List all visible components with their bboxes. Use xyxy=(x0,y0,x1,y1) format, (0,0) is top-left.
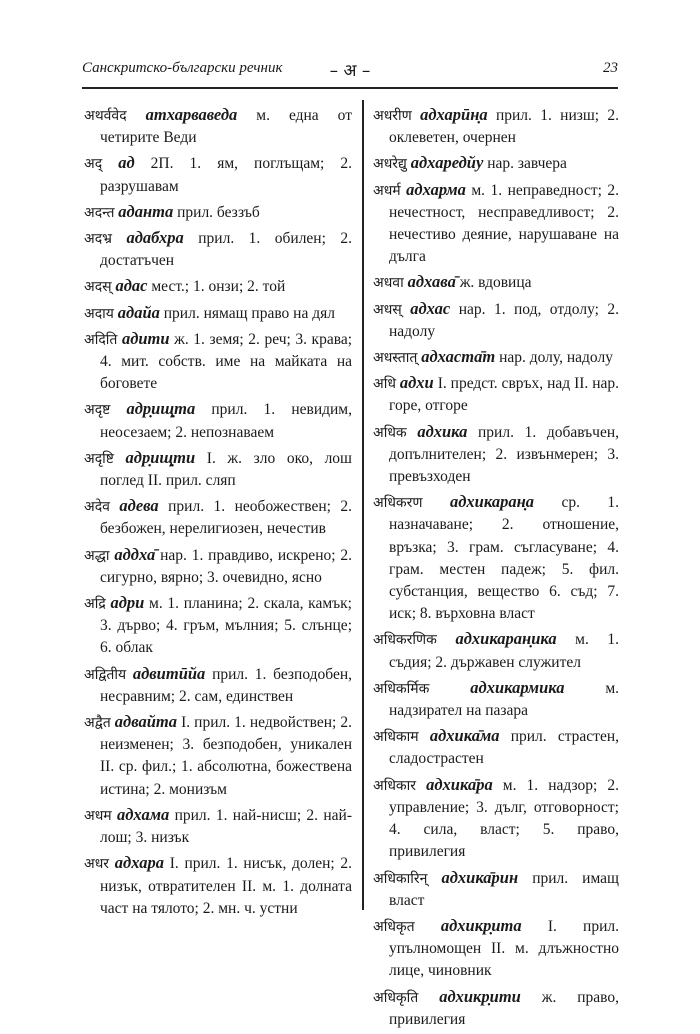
dictionary-entry xyxy=(84,447,352,492)
definition: 2П. 1. ям, поглъщам; 2. разрушавам xyxy=(100,155,353,195)
dictionary-entry xyxy=(373,628,619,673)
running-title: Санскритско-български речник xyxy=(82,60,283,76)
definition: прил. 1. безподобен, несравним; 2. сам, единствен xyxy=(100,665,353,705)
headword-devanagari: अधरीण xyxy=(373,108,412,124)
column-divider xyxy=(362,100,364,910)
headword-devanagari: अदस् xyxy=(84,279,112,296)
dictionary-entry xyxy=(373,491,619,625)
dictionary-entry xyxy=(84,152,352,197)
headword-devanagari: अद्वैत xyxy=(84,715,111,732)
dictionary-entry xyxy=(373,915,619,983)
dictionary-entry xyxy=(84,227,352,272)
definition: м. надзирател на пазара xyxy=(389,679,619,720)
transliteration: адас xyxy=(115,276,148,296)
transliteration: адр̣ищ̣ти xyxy=(125,447,196,467)
definition: ср. 1. назначаване; 2. отношение, връзка; 3. грам. съгласуване; 4. грам. местен падеж; 5. фил. субстанция, вещество 6. съд; 7. иск; 8. върховна власт xyxy=(389,494,620,623)
headword-devanagari: अथर्ववेद xyxy=(84,108,127,124)
definition: прил. беззъб xyxy=(177,203,260,221)
headword-devanagari: अधस् xyxy=(373,301,402,318)
definition: I. прил. 1. недвойствен; 2. неизменен; 3. безподобен, уникален II. ср. фил.; 1. абсолютна, божествена истина; 2. монизъм xyxy=(100,714,353,798)
transliteration: адхара xyxy=(114,853,164,873)
transliteration: аддха̄ xyxy=(114,544,156,564)
transliteration: адхикармика xyxy=(470,677,565,697)
transliteration: адхама xyxy=(117,804,170,824)
transliteration: адхарма xyxy=(406,179,466,199)
headword-devanagari: अधरेद्यु xyxy=(373,156,407,173)
dictionary-entry xyxy=(373,986,619,1031)
definition: I. прил. 1. нисък, долен; 2. низък, отвратителен II. м. 1. долната част на тялото; 2. мн. ч. устни xyxy=(100,855,353,917)
dictionary-entry xyxy=(84,663,352,708)
headword-devanagari: अधस्तात् xyxy=(373,350,418,367)
dictionary-entry xyxy=(84,328,352,396)
definition: прил. 1. обилен; 2. достатъчен xyxy=(100,230,352,270)
definition: м. 1. съдия; 2. държавен служител xyxy=(389,631,620,671)
section-letter: – अ – xyxy=(329,61,371,81)
transliteration: адхикаран̣а xyxy=(450,492,534,512)
dictionary-entry xyxy=(84,398,352,443)
dictionary-entry xyxy=(84,104,352,149)
dictionary-entry xyxy=(84,275,352,298)
transliteration: адхика̄ра xyxy=(426,774,493,794)
headword-devanagari: अदभ्र xyxy=(84,231,112,248)
definition: прил. 1. низш; 2. оклеветен, очернен xyxy=(389,107,620,147)
headword-devanagari: अधिक xyxy=(373,424,407,441)
dictionary-entry xyxy=(84,544,352,589)
dictionary-entry xyxy=(373,271,619,294)
definition: нар. завчера xyxy=(487,155,567,173)
transliteration: адхи xyxy=(399,373,434,393)
headword-devanagari: अधिकृत xyxy=(373,918,415,935)
definition: I. предст. свръх, над II. нар. горе, отгоре xyxy=(389,375,620,415)
transliteration: адхика xyxy=(417,421,468,441)
headword-devanagari: अदृष्टि xyxy=(84,450,114,467)
headword-devanagari: अधम xyxy=(84,807,112,824)
definition: нар. 1. под, отдолу; 2. надолу xyxy=(389,300,619,340)
transliteration: адхикр̣ита xyxy=(440,915,522,935)
page-header xyxy=(82,58,618,84)
headword-devanagari: अधिकार xyxy=(373,777,417,794)
dictionary-entry xyxy=(373,372,619,417)
headword-devanagari: अधिकरण xyxy=(373,495,423,512)
dictionary-entry xyxy=(373,867,619,912)
transliteration: адхика̄ма xyxy=(429,726,500,746)
dictionary-entry xyxy=(373,677,619,722)
dictionary-entry xyxy=(84,592,352,660)
definition: ж. право, привилегия xyxy=(389,988,619,1028)
headword-devanagari: अधवा xyxy=(373,275,404,292)
transliteration: адри xyxy=(110,593,145,613)
transliteration: адр̣ищ̣та xyxy=(126,399,196,419)
headword-devanagari: अधि xyxy=(373,376,396,393)
headword-devanagari: अद्वितीय xyxy=(84,666,127,683)
definition: прил. нямащ право на дял xyxy=(163,304,335,322)
headword-devanagari: अधिकरणिक xyxy=(373,632,437,649)
dictionary-entry xyxy=(373,774,619,864)
transliteration: адева xyxy=(119,496,159,516)
headword-devanagari: अधर्म xyxy=(373,182,401,199)
transliteration: адайа xyxy=(117,302,160,322)
dictionary-entry xyxy=(373,152,619,175)
definition: ж. вдовица xyxy=(459,274,532,292)
transliteration: атхарваведа xyxy=(145,105,238,124)
definition: мест.; 1. онзи; 2. той xyxy=(151,278,286,296)
transliteration: адхикр̣ити xyxy=(439,986,521,1006)
headword-devanagari: अदाय xyxy=(84,305,114,322)
headword-devanagari: अधिकारिन् xyxy=(373,870,428,887)
definition: м. 1. надзор; 2. управление; 3. дълг, отговорност; 4. сила, власт; 5. право, привилегия xyxy=(389,776,620,861)
headword-devanagari: अद् xyxy=(84,156,103,173)
headword-devanagari: अदन्त xyxy=(84,204,115,221)
transliteration: адхарӣн̣а xyxy=(420,105,488,124)
headword-devanagari: अदेव xyxy=(84,499,110,516)
headword-devanagari: अधर xyxy=(84,856,110,873)
dictionary-entry xyxy=(84,711,352,801)
headword-devanagari: अदृष्ट xyxy=(84,402,111,419)
transliteration: ад xyxy=(118,153,135,173)
dictionary-entry xyxy=(84,201,352,224)
transliteration: адхика̄рин xyxy=(441,867,519,887)
transliteration: аданта xyxy=(118,201,174,221)
headword-devanagari: अधिकाम xyxy=(373,729,419,746)
dictionary-entry xyxy=(373,346,619,369)
definition: нар. долу, надолу xyxy=(499,349,613,367)
dictionary-entry xyxy=(84,495,352,540)
definition: нар. 1. правдиво, искрено; 2. сигурно, вярно; 3. очевидно, ясно xyxy=(100,546,352,586)
dictionary-entry xyxy=(373,104,619,149)
definition: прил. имащ власт xyxy=(389,869,619,909)
definition: прил. 1. невидим, неосезаем; 2. непознаваем xyxy=(100,401,352,441)
transliteration: адабхра xyxy=(126,228,184,248)
headword-devanagari: अद्रि xyxy=(84,596,106,613)
transliteration: адвитӣйа xyxy=(132,663,206,683)
transliteration: адхаста̄т xyxy=(421,347,496,367)
headword-devanagari: अधिकर्मिक xyxy=(373,680,430,697)
right-column xyxy=(373,104,619,1034)
dictionary-entry xyxy=(373,179,619,269)
definition: I. прил. упълномощен II. м. длъжностно лице, чиновник xyxy=(389,917,620,980)
dictionary-entry xyxy=(84,804,352,849)
definition: прил. 1. добавъчен, допълнителен; 2. извънмерен; 3. превъзходен xyxy=(389,423,620,486)
page-number: 23 xyxy=(603,60,618,76)
dictionary-entry xyxy=(373,725,619,770)
transliteration: адхикаран̣ика xyxy=(455,629,557,649)
headword-devanagari: अद्धा xyxy=(84,547,110,564)
transliteration: адвайта xyxy=(114,712,178,732)
definition: м. 1. планина; 2. скала, камък; 3. дърво; 4. гръм, мълния; 5. слънце; 6. облак xyxy=(100,595,352,657)
header-rule xyxy=(82,87,618,89)
transliteration: адити xyxy=(121,328,170,348)
left-column xyxy=(84,104,352,923)
definition: I. ж. зло око, лош поглед II. прил. сляп xyxy=(100,449,352,490)
definition: ж. 1. земя; 2. реч; 3. крава; 4. мит. собств. име на майката на боговете xyxy=(100,330,353,393)
dictionary-entry xyxy=(373,421,619,489)
transliteration: адхава̄ xyxy=(407,272,456,292)
definition: прил. 1. най-нисш; 2. най-лош; 3. низък xyxy=(100,806,352,847)
definition: м. една от четирите Веди xyxy=(100,107,352,147)
dictionary-entry xyxy=(84,852,352,920)
definition: м. 1. неправедност; 2. нечестност, несправедливост; 2. нечестиво деяние, нарушаване на дълга xyxy=(389,181,620,266)
headword-devanagari: अदिति xyxy=(84,331,118,348)
transliteration: адхас xyxy=(410,298,451,318)
dictionary-entry xyxy=(84,302,352,325)
dictionary-entry xyxy=(373,298,619,343)
definition: прил. 1. необожествен; 2. безбожен, нерелигиозен, нечестив xyxy=(100,498,353,538)
definition: прил. страстен, сладострастен xyxy=(389,728,619,768)
headword-devanagari: अधिकृति xyxy=(373,989,419,1006)
transliteration: адхаредйу xyxy=(410,153,484,173)
